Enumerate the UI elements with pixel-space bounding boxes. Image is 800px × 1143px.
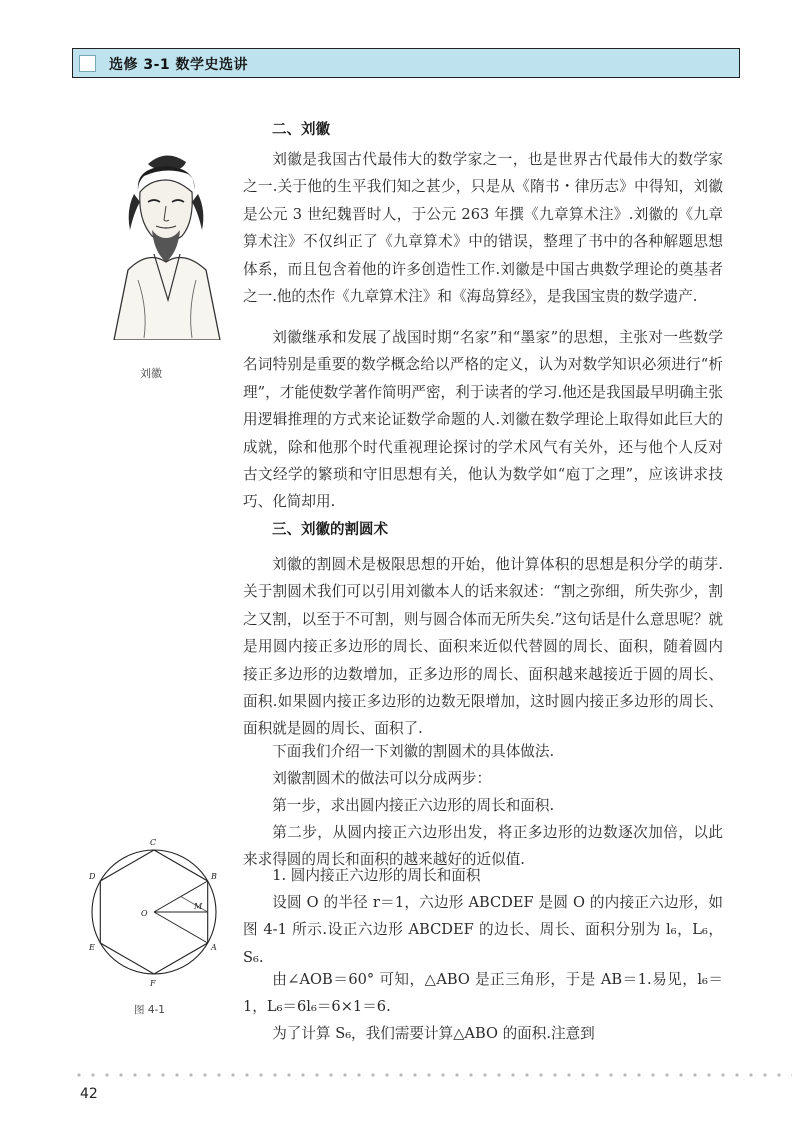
label-m: M [194, 902, 203, 911]
label-o: O [141, 909, 148, 918]
paragraph: 1. 圆内接正六边形的周长和面积 [272, 867, 481, 884]
liu-hui-portrait [108, 150, 226, 340]
paragraph: 刘徽的割圆术是极限思想的开始，他计算体积的思想是积分学的萌芽.关于割圆术我们可以引用刘徽本人的话来叙述：“割之弥细，所失弥少，割之又割，以至于不可割，则与圆合体而无所失矣.”这句话是什么意思呢？就是用圆内接正多边形的周长、面积来近似代替圆的周长、面积，随着圆内接正多边形的边数增加，正多边形的周长、面积越来越接近于圆的周长、面积.如果圆内接正多边形的边数无限增加，这时圆内接正多边形的周长、面积就是圆的周长、面积了. [243, 556, 723, 738]
paragraph: 下面我们介绍一下刘徽的割圆术的具体做法. [272, 743, 555, 760]
page-header [72, 48, 740, 78]
header-square-icon [79, 55, 96, 72]
section-heading-circle-cutting: 三、刘徽的割圆术 [272, 522, 388, 538]
label-b: B [211, 872, 217, 881]
header-title: 选修 3-1 数学史选讲 [109, 57, 249, 73]
portrait-caption: 刘徽 [140, 367, 162, 380]
paragraph: 为了计算 S₆，我们需要计算△ABO 的面积.注意到 [272, 1025, 595, 1042]
paragraph: 刘徽割圆术的做法可以分成两步： [272, 770, 492, 787]
label-d: D [89, 872, 96, 881]
label-e: E [89, 943, 95, 952]
paragraph: 刘徽继承和发展了战国时期“名家”和“墨家”的思想，主张对一些数学名词特别是重要的数学概念给以严格的定义，认为对数学知识必须进行“析理”，才能使数学著作简明严密，利于读者的学习.他还是我国最早明确主张用逻辑推理的方式来论证数学命题的人.刘徽在数学理论上取得如此巨大的成就，除和他那个时代重视理论探讨的学术风气有关外，还与他个人反对古文经学的繁琐和守旧思想有关，他认为数学如“庖丁之理”，应该讲求技巧、化简却用. [243, 329, 723, 511]
label-a: A [211, 943, 217, 952]
paragraph: 刘徽是我国古代最伟大的数学家之一，也是世界古代最伟大的数学家之一.关于他的生平我们知之甚少，只是从《隋书・律历志》中得知，刘徽是公元 3 世纪魏晋时人，于公元 263 年撰《九章算术注》.刘徽的《九章算术注》不仅纠正了《九章算术》中的错误，整理了书中的各种解题思想体系，而且包含着他的许多创造性工作.刘徽是中国古典数学理论的奠基者之一.他的杰作《九章算术注》和《海岛算经》，是我国宝贵的数学遗产. [243, 151, 723, 306]
label-f: F [150, 979, 156, 988]
page-number: 42 [80, 1086, 98, 1102]
footer-dotted-rule [72, 1073, 792, 1077]
figure-inscribed-hexagon [84, 832, 234, 992]
section-heading-liu-hui: 二、刘徽 [272, 122, 330, 138]
paragraph: 由∠AOB＝60° 可知，△ABO 是正三角形，于是 AB＝1.易见，l₆＝1，L₆＝6l₆＝6×1＝6. [243, 971, 723, 1016]
label-c: C [150, 838, 157, 847]
paragraph: 设圆 O 的半径 r＝1，六边形 ABCDEF 是圆 O 的内接正六边形，如图 4-1 所示.设正六边形 ABCDEF 的边长、周长、面积分别为 l₆，L₆，S₆. [243, 894, 723, 966]
radius-oa [154, 912, 208, 943]
paragraph: 第一步，求出圆内接正六边形的周长和面积. [272, 797, 555, 814]
paragraph: 第二步，从圆内接正六边形出发，将正多边形的边数逐次加倍，以此来求得圆的周长和面积的越来越好的近似值. [243, 824, 723, 869]
figure-caption: 图 4-1 [134, 1004, 165, 1016]
